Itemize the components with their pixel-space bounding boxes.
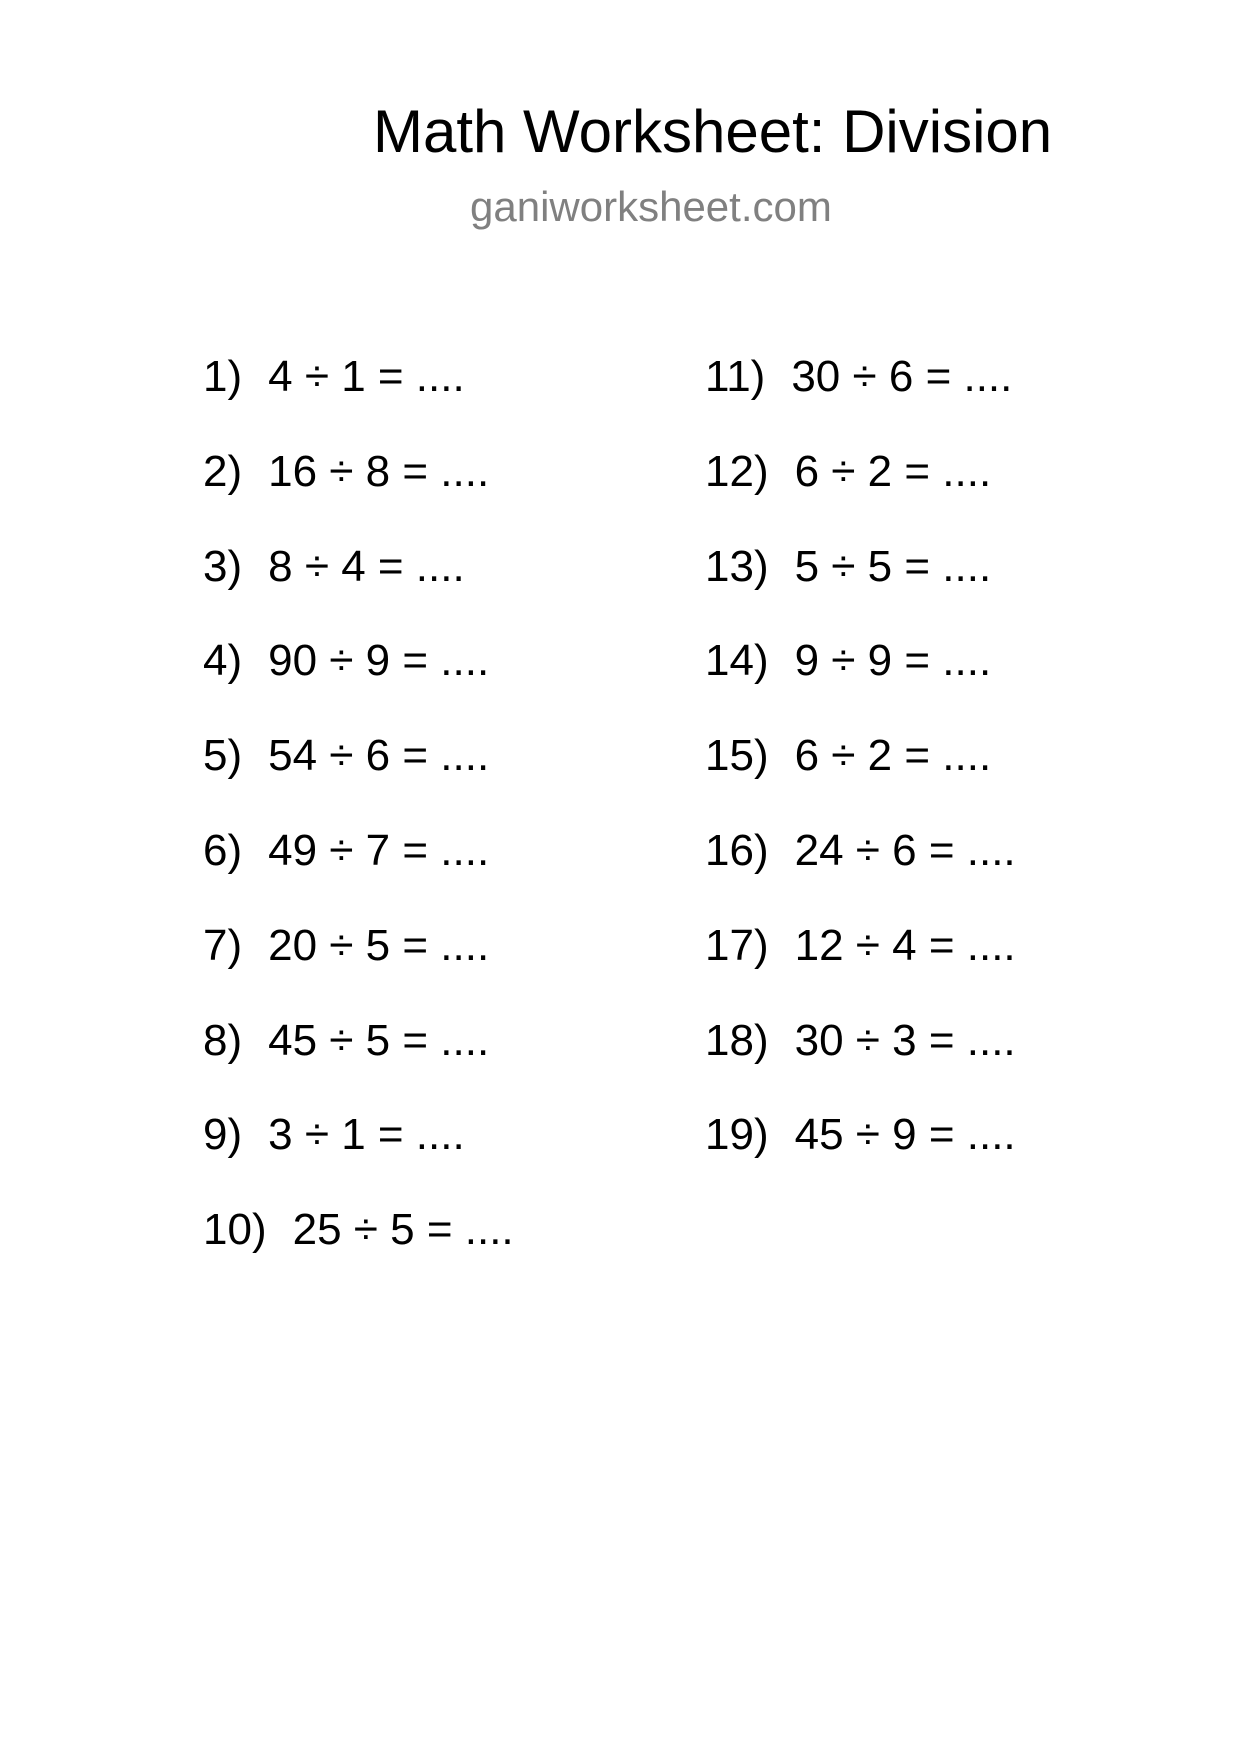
problem-number: 2)	[203, 447, 243, 496]
problem-item	[705, 542, 991, 592]
problem-number: 16)	[705, 826, 769, 875]
problem-number: 7)	[203, 921, 243, 970]
problem-expression: 6 ÷ 2 = ....	[794, 447, 992, 496]
problem-number: 11)	[705, 352, 766, 401]
problem-expression: 30 ÷ 3 = ....	[794, 1016, 1016, 1065]
problem-number: 1)	[203, 352, 243, 401]
problem-number: 14)	[705, 636, 769, 685]
problem-item	[203, 826, 489, 876]
problem-item	[203, 1110, 465, 1160]
problem-expression: 45 ÷ 5 = ....	[268, 1016, 490, 1065]
problem-item	[705, 447, 991, 497]
problem-expression: 30 ÷ 6 = ....	[791, 352, 1013, 401]
problem-item	[203, 542, 465, 592]
problem-number: 10)	[203, 1205, 267, 1254]
problem-expression: 16 ÷ 8 = ....	[268, 447, 490, 496]
website-url: ganiworksheet.com	[470, 183, 832, 230]
problem-item	[705, 1110, 1016, 1160]
problem-expression: 9 ÷ 9 = ....	[794, 636, 992, 685]
problem-item	[705, 352, 1012, 402]
worksheet-title: Math Worksheet: Division	[373, 98, 1053, 165]
problem-expression: 12 ÷ 4 = ....	[794, 921, 1016, 970]
problem-item	[203, 731, 489, 781]
problem-number: 4)	[203, 636, 243, 685]
problem-expression: 4 ÷ 1 = ....	[268, 352, 465, 401]
problem-item	[705, 636, 991, 686]
problem-expression: 5 ÷ 5 = ....	[794, 542, 992, 591]
problem-item	[203, 352, 465, 402]
problem-expression: 3 ÷ 1 = ....	[268, 1110, 465, 1159]
problem-number: 19)	[705, 1110, 769, 1159]
problem-item	[203, 921, 489, 971]
problem-expression: 54 ÷ 6 = ....	[268, 731, 490, 780]
problem-item	[705, 1016, 1016, 1066]
problem-expression: 25 ÷ 5 = ....	[292, 1205, 514, 1254]
problem-expression: 45 ÷ 9 = ....	[794, 1110, 1016, 1159]
problem-item	[203, 1205, 514, 1255]
problem-expression: 8 ÷ 4 = ....	[268, 542, 465, 591]
problem-number: 18)	[705, 1016, 769, 1065]
problem-item	[705, 826, 1016, 876]
problem-expression: 20 ÷ 5 = ....	[268, 921, 490, 970]
problem-expression: 90 ÷ 9 = ....	[268, 636, 490, 685]
problem-item	[203, 636, 489, 686]
problem-number: 6)	[203, 826, 243, 875]
problem-number: 9)	[203, 1110, 243, 1159]
problem-item	[203, 1016, 489, 1066]
problem-number: 5)	[203, 731, 243, 780]
problem-expression: 24 ÷ 6 = ....	[794, 826, 1016, 875]
problem-number: 17)	[705, 921, 769, 970]
problem-number: 3)	[203, 542, 243, 591]
problem-expression: 6 ÷ 2 = ....	[794, 731, 992, 780]
problem-number: 13)	[705, 542, 769, 591]
problem-item	[705, 731, 991, 781]
problem-item	[705, 921, 1016, 971]
problem-number: 8)	[203, 1016, 243, 1065]
problem-item	[203, 447, 489, 497]
problem-number: 15)	[705, 731, 769, 780]
problem-number: 12)	[705, 447, 769, 496]
problem-expression: 49 ÷ 7 = ....	[268, 826, 490, 875]
